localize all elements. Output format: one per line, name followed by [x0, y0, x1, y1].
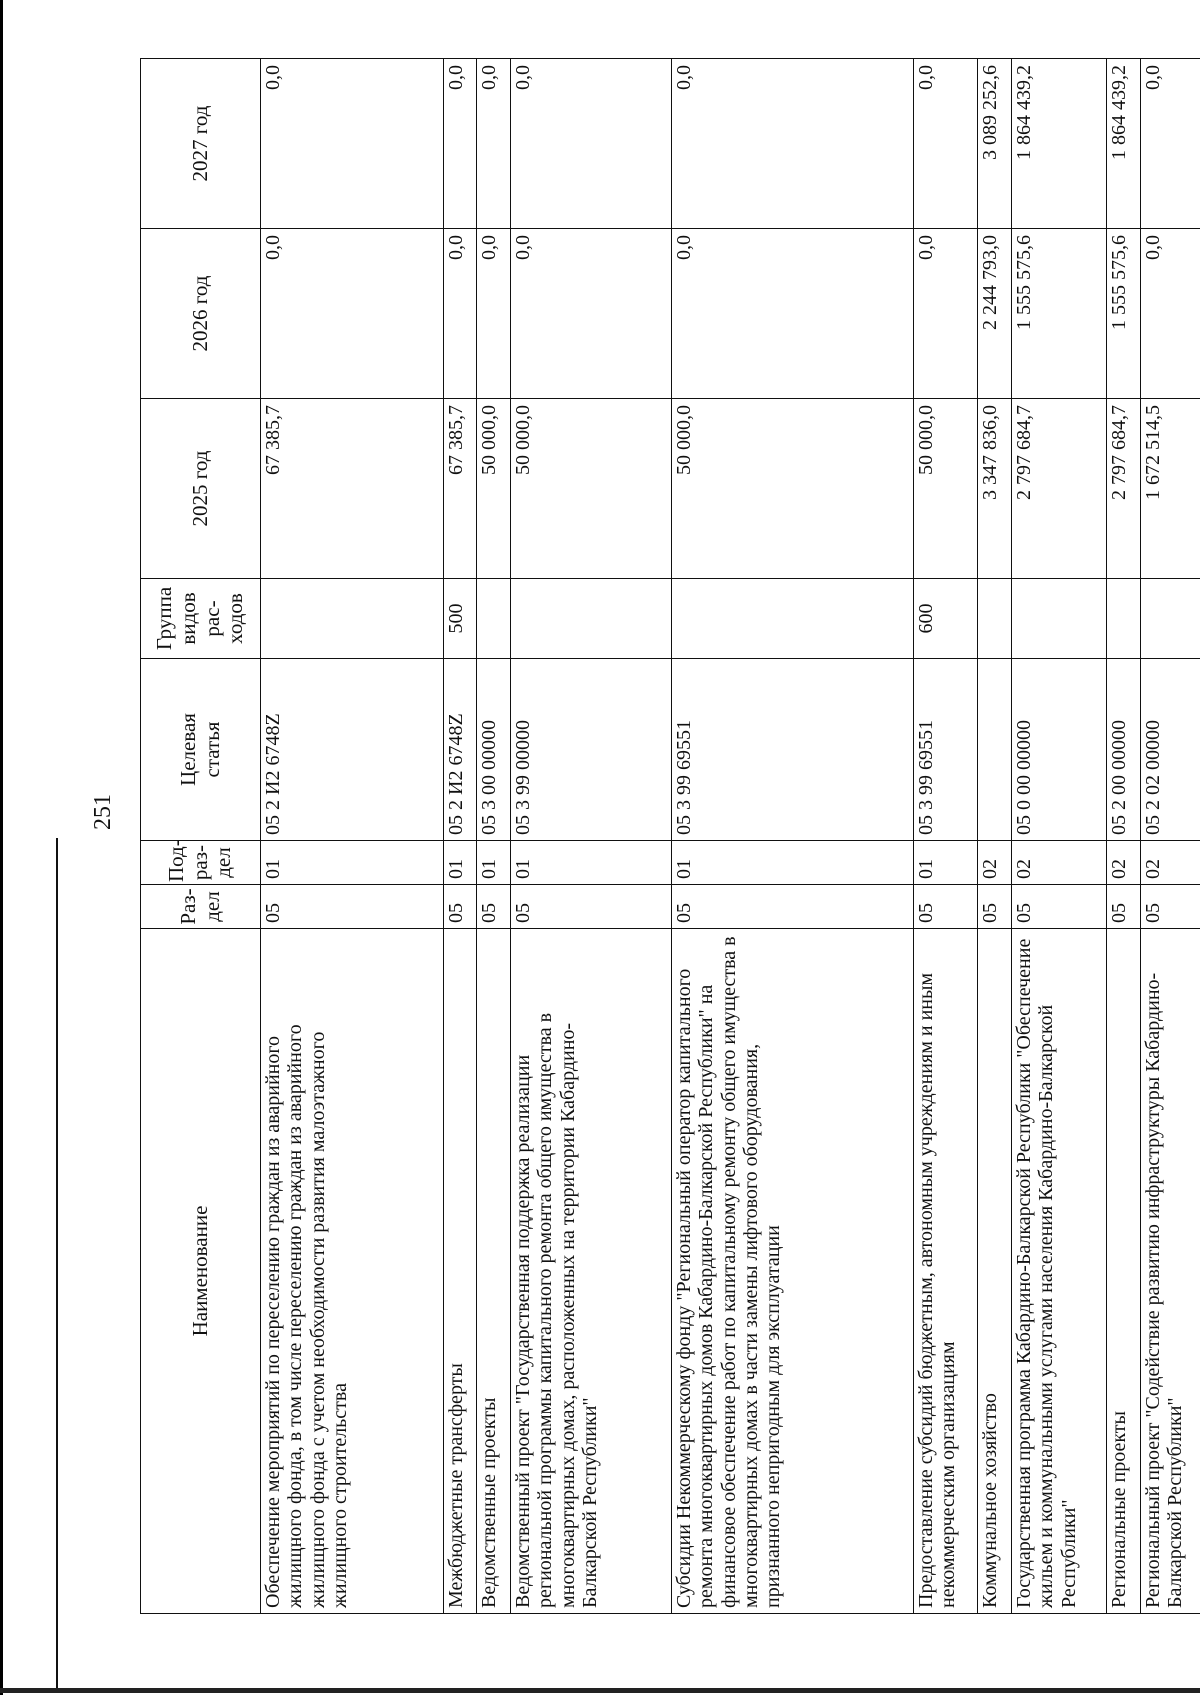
rotated-table-wrapper	[140, 59, 1200, 1614]
cell-name: Региональный проект "Содействие развитию инфраструктуры Кабардино-Балкарской Республики"	[1140, 929, 1200, 1614]
cell-razdel: 05	[1107, 885, 1140, 929]
cell-y2025: 1 672 514,5	[1140, 399, 1200, 579]
table-row	[978, 59, 1011, 1614]
cell-gruppa	[510, 579, 671, 659]
cell-gruppa: 500	[443, 579, 476, 659]
cell-y2027: 0,0	[261, 59, 444, 229]
cell-name: Ведомственные проекты	[477, 929, 510, 1614]
cell-podrazdel: 02	[1011, 841, 1106, 885]
cell-name: Обеспечение мероприятий по переселению граждан из аварийного жилищного фонда, в том числе переселению граждан из аварийного жилищного фонда с учетом необходимости развития малоэтажного жилищного строительства	[261, 929, 444, 1614]
cell-podrazdel: 01	[443, 841, 476, 885]
cell-gruppa	[671, 579, 913, 659]
cell-celevaya: 05 2 И2 6748Z	[261, 659, 444, 841]
cell-name: Региональные проекты	[1107, 929, 1140, 1614]
cell-celevaya: 05 2 00 00000	[1107, 659, 1140, 841]
cell-podrazdel: 02	[1140, 841, 1200, 885]
binder-line	[56, 838, 58, 1688]
cell-y2027: 0,0	[477, 59, 510, 229]
cell-y2027: 0,0	[443, 59, 476, 229]
cell-razdel: 05	[671, 885, 913, 929]
cell-y2027: 3 089 252,6	[978, 59, 1011, 229]
cell-y2025: 50 000,0	[477, 399, 510, 579]
cell-y2026: 1 555 575,6	[1107, 229, 1140, 399]
cell-razdel: 05	[510, 885, 671, 929]
cell-razdel: 05	[1011, 885, 1106, 929]
table-row	[261, 59, 444, 1614]
cell-name: Ведомственный проект "Государственная поддержка реализации региональной программы капитального ремонта общего имущества в многоквартирных домах, расположенных на территории Кабардино-Балкарской Республики"	[510, 929, 671, 1614]
cell-podrazdel: 01	[261, 841, 444, 885]
cell-gruppa	[477, 579, 510, 659]
budget-table	[140, 58, 1200, 1614]
table-row	[510, 59, 671, 1614]
cell-gruppa	[1140, 579, 1200, 659]
cell-y2025: 67 385,7	[261, 399, 444, 579]
header-podrazdel: Под- раз- дел	[141, 841, 261, 885]
cell-y2025: 3 347 836,0	[978, 399, 1011, 579]
cell-y2025: 2 797 684,7	[1107, 399, 1140, 579]
cell-razdel: 05	[1140, 885, 1200, 929]
table-row	[477, 59, 510, 1614]
cell-celevaya: 05 3 99 69551	[913, 659, 977, 841]
header-2027: 2027 год	[141, 59, 261, 229]
cell-y2027: 0,0	[671, 59, 913, 229]
table-row	[1011, 59, 1106, 1614]
cell-y2025: 50 000,0	[510, 399, 671, 579]
cell-gruppa	[1107, 579, 1140, 659]
table-row	[1107, 59, 1140, 1614]
cell-celevaya: 05 3 00 00000	[477, 659, 510, 841]
cell-celevaya: 05 2 02 00000	[1140, 659, 1200, 841]
cell-y2026: 0,0	[671, 229, 913, 399]
cell-y2027: 1 864 439,2	[1011, 59, 1106, 229]
cell-y2027: 0,0	[913, 59, 977, 229]
cell-podrazdel: 02	[978, 841, 1011, 885]
page-number: 251	[90, 794, 116, 830]
cell-y2027: 1 864 439,2	[1107, 59, 1140, 229]
cell-podrazdel: 02	[1107, 841, 1140, 885]
header-2026: 2026 год	[141, 229, 261, 399]
cell-razdel: 05	[913, 885, 977, 929]
table-row	[913, 59, 977, 1614]
table-header-row	[141, 59, 261, 1614]
cell-podrazdel: 01	[671, 841, 913, 885]
table-row	[1140, 59, 1200, 1614]
cell-celevaya: 05 0 00 00000	[1011, 659, 1106, 841]
header-razdel: Раз- дел	[141, 885, 261, 929]
cell-razdel: 05	[978, 885, 1011, 929]
header-celevaya: Целевая статья	[141, 659, 261, 841]
cell-y2026: 0,0	[1140, 229, 1200, 399]
header-2025: 2025 год	[141, 399, 261, 579]
cell-name: Предоставление субсидий бюджетным, автономным учреждениям и иным некоммерческим организациям	[913, 929, 977, 1614]
cell-y2026: 0,0	[261, 229, 444, 399]
cell-podrazdel: 01	[510, 841, 671, 885]
cell-podrazdel: 01	[913, 841, 977, 885]
cell-razdel: 05	[477, 885, 510, 929]
cell-y2026: 0,0	[477, 229, 510, 399]
page-edge-left	[0, 0, 3, 1695]
cell-y2026: 2 244 793,0	[978, 229, 1011, 399]
cell-celevaya: 05 3 99 69551	[671, 659, 913, 841]
table-row	[671, 59, 913, 1614]
cell-razdel: 05	[261, 885, 444, 929]
cell-y2026: 0,0	[443, 229, 476, 399]
cell-y2025: 50 000,0	[671, 399, 913, 579]
cell-y2026: 0,0	[913, 229, 977, 399]
cell-razdel: 05	[443, 885, 476, 929]
cell-celevaya: 05 2 И2 6748Z	[443, 659, 476, 841]
cell-podrazdel: 01	[477, 841, 510, 885]
cell-celevaya: 05 3 99 00000	[510, 659, 671, 841]
header-gruppa: Группа видов рас- ходов	[141, 579, 261, 659]
cell-name: Субсидии Некоммерческому фонду "Региональный оператор капитального ремонта многоквартирных домов Кабардино-Балкарской Республики" на финансовое обеспечение работ по капитальному ремонту общего имущества в многоквартирных домах в части замены лифтового оборудования, признанного непригодным для эксплуатации	[671, 929, 913, 1614]
table-row	[443, 59, 476, 1614]
cell-y2025: 2 797 684,7	[1011, 399, 1106, 579]
cell-gruppa	[261, 579, 444, 659]
cell-name: Коммунальное хозяйство	[978, 929, 1011, 1614]
cell-celevaya	[978, 659, 1011, 841]
cell-y2025: 67 385,7	[443, 399, 476, 579]
cell-y2026: 0,0	[510, 229, 671, 399]
cell-y2027: 0,0	[1140, 59, 1200, 229]
cell-name: Межбюджетные трансферты	[443, 929, 476, 1614]
cell-name: Государственная программа Кабардино-Балкарской Республики "Обеспечение жильем и коммунальными услугами населения Кабардино-Балкарской Республики"	[1011, 929, 1106, 1614]
cell-y2026: 1 555 575,6	[1011, 229, 1106, 399]
cell-gruppa: 600	[913, 579, 977, 659]
page-edge-bottom	[0, 1688, 1200, 1693]
cell-y2027: 0,0	[510, 59, 671, 229]
header-name: Наименование	[141, 929, 261, 1614]
cell-y2025: 50 000,0	[913, 399, 977, 579]
cell-gruppa	[978, 579, 1011, 659]
cell-gruppa	[1011, 579, 1106, 659]
